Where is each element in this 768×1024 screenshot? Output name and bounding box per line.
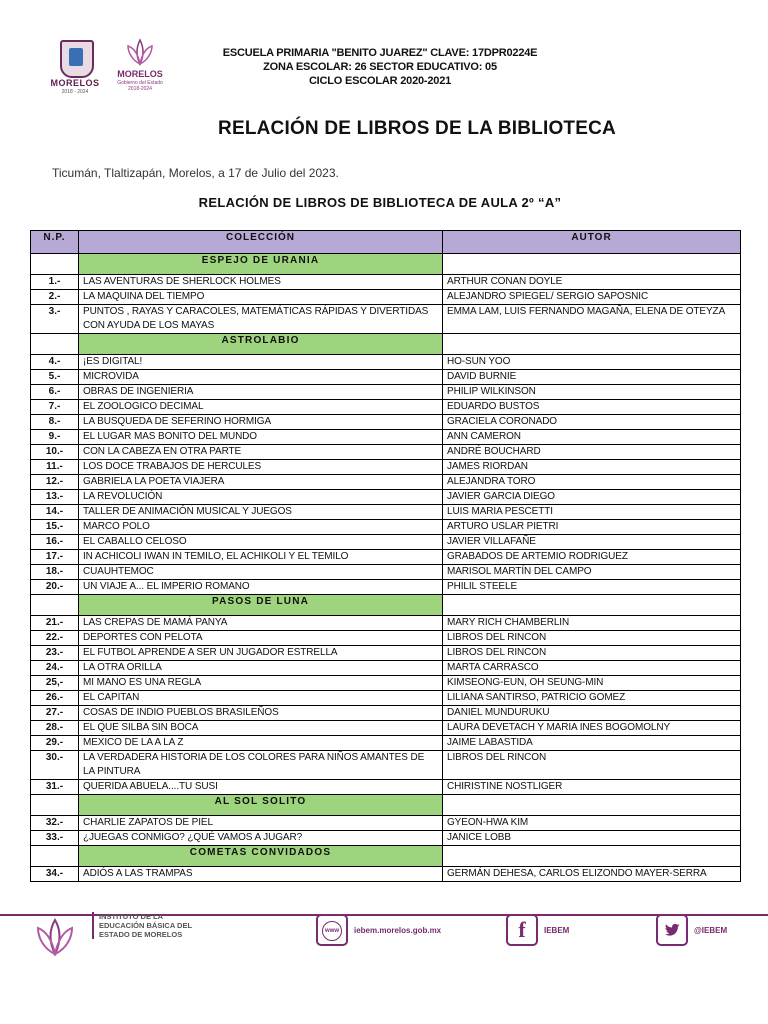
- book-title: MICROVIDA: [79, 370, 443, 385]
- row-number: 28.-: [31, 721, 79, 736]
- table-row: [31, 290, 741, 305]
- row-number: 20.-: [31, 580, 79, 595]
- table-row: [31, 445, 741, 460]
- book-author: ALEJANDRO SPIEGEL/ SERGIO SAPOSNIC: [443, 290, 741, 305]
- book-author: EMMA LAM, LUIS FERNANDO MAGAÑA, ELENA DE OTEYZA: [443, 305, 741, 334]
- book-author: JAMES RIORDAN: [443, 460, 741, 475]
- book-author: LIBROS DEL RINCON: [443, 646, 741, 661]
- iebem-lotus-icon: [32, 916, 78, 960]
- book-title: TALLER DE ANIMACIÓN MUSICAL Y JUEGOS: [79, 505, 443, 520]
- place-date: Ticumán, Tlaltizapán, Morelos, a 17 de Julio del 2023.: [52, 166, 339, 180]
- web-icon-label: www: [322, 921, 342, 941]
- book-author: MARY RICH CHAMBERLIN: [443, 616, 741, 631]
- book-title: LA VERDADERA HISTORIA DE LOS COLORES PARA NIÑOS AMANTES DE LA PINTURA: [79, 751, 443, 780]
- morelos-logo-text: MORELOS: [50, 78, 100, 88]
- row-number: 10.-: [31, 445, 79, 460]
- row-number: 22.-: [31, 631, 79, 646]
- book-author: GYEON-HWA KIM: [443, 816, 741, 831]
- table-row: [31, 355, 741, 370]
- book-author: KIMSEONG-EUN, OH SEUNG-MIN: [443, 676, 741, 691]
- section-header-blank: [443, 595, 741, 616]
- book-title: MEXICO DE LA A LA Z: [79, 736, 443, 751]
- section-header-blank: [443, 846, 741, 867]
- book-title: UN VIAJE A... EL IMPERIO ROMANO: [79, 580, 443, 595]
- book-author: JAIME LABASTIDA: [443, 736, 741, 751]
- twitter-link[interactable]: @IEBEM: [694, 926, 728, 935]
- row-number: 3.-: [31, 305, 79, 334]
- book-title: LAS CREPAS DE MAMÁ PANYA: [79, 616, 443, 631]
- book-author: JAVIER VILLAFAÑE: [443, 535, 741, 550]
- book-title: LA OTRA ORILLA: [79, 661, 443, 676]
- books-table: [30, 230, 741, 882]
- school-zone: ZONA ESCOLAR: 26 SECTOR EDUCATIVO: 05: [263, 61, 497, 73]
- book-author: DAVID BURNIE: [443, 370, 741, 385]
- collection-name: COMETAS CONVIDADOS: [79, 846, 443, 867]
- row-number: 26.-: [31, 691, 79, 706]
- row-number: 21.-: [31, 616, 79, 631]
- row-number: 8.-: [31, 415, 79, 430]
- collection-name: ESPEJO DE URANIA: [79, 254, 443, 275]
- book-title: GABRIELA LA POETA VIAJERA: [79, 475, 443, 490]
- table-body: [31, 254, 741, 882]
- morelos-logo-years: 2018 - 2024: [61, 89, 89, 95]
- table-row: [31, 305, 741, 334]
- table-row: [31, 490, 741, 505]
- book-author: DANIEL MUNDURUKU: [443, 706, 741, 721]
- row-number: 9.-: [31, 430, 79, 445]
- row-number: 31.-: [31, 780, 79, 795]
- book-author: MARTA CARRASCO: [443, 661, 741, 676]
- book-author: ALEJANDRA TORO: [443, 475, 741, 490]
- table-row: [31, 831, 741, 846]
- government-logo-sub2: 2018-2024: [128, 86, 152, 92]
- book-author: EDUARDO BUSTOS: [443, 400, 741, 415]
- book-title: MI MANO ES UNA REGLA: [79, 676, 443, 691]
- book-author: PHILIL STEELE: [443, 580, 741, 595]
- row-number: 23.-: [31, 646, 79, 661]
- table-row: [31, 616, 741, 631]
- school-header: [190, 46, 570, 88]
- section-header-blank: [31, 254, 79, 275]
- book-author: ARTHUR CONAN DOYLE: [443, 275, 741, 290]
- collection-name: ASTROLABIO: [79, 334, 443, 355]
- website-link[interactable]: iebem.morelos.gob.mx: [354, 926, 442, 935]
- book-title: OBRAS DE INGENIERIA: [79, 385, 443, 400]
- section-header-blank: [31, 795, 79, 816]
- row-number: 30.-: [31, 751, 79, 780]
- table-row: [31, 505, 741, 520]
- row-number: 5.-: [31, 370, 79, 385]
- facebook-icon-label: f: [518, 917, 526, 942]
- row-number: 1.-: [31, 275, 79, 290]
- book-author: LAURA DEVETACH Y MARIA INES BOGOMOLNY: [443, 721, 741, 736]
- section-header-row: [31, 595, 741, 616]
- row-number: 17.-: [31, 550, 79, 565]
- table-row: [31, 691, 741, 706]
- section-header-blank: [443, 254, 741, 275]
- book-title: IN ACHICOLI IWAN IN TEMILO, EL ACHIKOLI Y EL TEMILO: [79, 550, 443, 565]
- morelos-logo: [46, 38, 104, 96]
- book-title: PUNTOS , RAYAS Y CARACOLES, MATEMÁTICAS RÁPIDAS Y DIVERTIDAS CON AYUDA DE LOS MAYAS: [79, 305, 443, 334]
- book-title: CON LA CABEZA EN OTRA PARTE: [79, 445, 443, 460]
- book-title: LA BUSQUEDA DE SEFERINO HORMIGA: [79, 415, 443, 430]
- row-number: 24.-: [31, 661, 79, 676]
- book-title: LA REVOLUCIÓN: [79, 490, 443, 505]
- section-header-row: [31, 334, 741, 355]
- book-title: MARCO POLO: [79, 520, 443, 535]
- government-logo: [108, 38, 172, 100]
- table-row: [31, 751, 741, 780]
- book-author: MARISOL MARTÍN DEL CAMPO: [443, 565, 741, 580]
- row-number: 18.-: [31, 565, 79, 580]
- twitter-bird-glyph: [663, 921, 681, 939]
- row-number: 34.-: [31, 867, 79, 882]
- book-author: JANICE LOBB: [443, 831, 741, 846]
- section-header-blank: [31, 334, 79, 355]
- book-author: PHILIP WILKINSON: [443, 385, 741, 400]
- row-number: 2.-: [31, 290, 79, 305]
- school-cycle: CICLO ESCOLAR 2020-2021: [308, 75, 452, 87]
- row-number: 6.-: [31, 385, 79, 400]
- table-row: [31, 867, 741, 882]
- web-icon[interactable]: [316, 914, 348, 946]
- table-row: [31, 535, 741, 550]
- book-title: LA MAQUINA DEL TIEMPO: [79, 290, 443, 305]
- book-author: ARTURO USLAR PIETRI: [443, 520, 741, 535]
- book-title: LAS AVENTURAS DE SHERLOCK HOLMES: [79, 275, 443, 290]
- government-logo-text: MORELOS: [117, 69, 163, 79]
- column-header-coleccion: COLECCIÓN: [79, 231, 443, 254]
- book-title: ¿JUEGAS CONMIGO? ¿QUÉ VAMOS A JUGAR?: [79, 831, 443, 846]
- government-logo-subtitle: [108, 80, 172, 92]
- facebook-link[interactable]: IEBEM: [544, 926, 570, 935]
- collection-name: PASOS DE LUNA: [79, 595, 443, 616]
- book-title: DEPORTES CON PELOTA: [79, 631, 443, 646]
- table-row: [31, 721, 741, 736]
- table-row: [31, 275, 741, 290]
- coat-of-arms-icon: [60, 40, 94, 78]
- book-author: GRABADOS DE ARTEMIO RODRIGUEZ: [443, 550, 741, 565]
- section-subtitle: RELACIÓN DE LIBROS DE BIBLIOTECA DE AULA 2º “A”: [198, 195, 562, 210]
- book-author: ANN CAMERON: [443, 430, 741, 445]
- book-title: ¡ES DIGITAL!: [79, 355, 443, 370]
- row-number: 13.-: [31, 490, 79, 505]
- lotus-icon: [124, 38, 156, 68]
- book-title: QUERIDA ABUELA....TU SUSI: [79, 780, 443, 795]
- book-author: CHIRISTINE NOSTLIGER: [443, 780, 741, 795]
- book-author: HO-SUN YOO: [443, 355, 741, 370]
- book-author: GERMÁN DEHESA, CARLOS ELIZONDO MAYER-SERRA: [443, 867, 741, 882]
- row-number: 12.-: [31, 475, 79, 490]
- institute-line-3: ESTADO DE MORELOS: [99, 930, 183, 939]
- table-row: [31, 661, 741, 676]
- twitter-icon[interactable]: [656, 914, 688, 946]
- table-row: [31, 370, 741, 385]
- column-header-np: N.P.: [31, 231, 79, 254]
- book-title: COSAS DE INDIO PUEBLOS BRASILEÑOS: [79, 706, 443, 721]
- book-title: EL ZOOLOGICO DECIMAL: [79, 400, 443, 415]
- row-number: 16.-: [31, 535, 79, 550]
- book-author: LUIS MARIA PESCETTI: [443, 505, 741, 520]
- page-title: RELACIÓN DE LIBROS DE LA BIBLIOTECA: [218, 118, 616, 139]
- table-row: [31, 631, 741, 646]
- book-title: ADIÓS A LAS TRAMPAS: [79, 867, 443, 882]
- book-title: CHARLIE ZAPATOS DE PIEL: [79, 816, 443, 831]
- institute-line-1: INSTITUTO DE LA: [99, 912, 164, 921]
- school-name: ESCUELA PRIMARIA "BENITO JUAREZ" CLAVE: 17DPR0224E: [222, 47, 538, 59]
- section-header-row: [31, 795, 741, 816]
- row-number: 14.-: [31, 505, 79, 520]
- table-row: [31, 460, 741, 475]
- table-row: [31, 550, 741, 565]
- table-row: [31, 415, 741, 430]
- table-row: [31, 565, 741, 580]
- table-row: [31, 400, 741, 415]
- iebem-institute-name: [92, 912, 219, 939]
- book-title: LOS DOCE TRABAJOS DE HERCULES: [79, 460, 443, 475]
- table-row: [31, 475, 741, 490]
- government-logo-sub1: Gobierno del Estado: [117, 80, 163, 86]
- book-title: CUAUHTEMOC: [79, 565, 443, 580]
- table-row: [31, 385, 741, 400]
- table-row: [31, 736, 741, 751]
- book-author: LIBROS DEL RINCON: [443, 631, 741, 646]
- book-title: EL FUTBOL APRENDE A SER UN JUGADOR ESTRELLA: [79, 646, 443, 661]
- section-header-blank: [31, 846, 79, 867]
- collection-name: AL SOL SOLITO: [79, 795, 443, 816]
- row-number: 25,-: [31, 676, 79, 691]
- table-row: [31, 816, 741, 831]
- table-header-row: [31, 231, 741, 254]
- column-header-autor: AUTOR: [443, 231, 741, 254]
- section-header-blank: [443, 334, 741, 355]
- section-header-blank: [31, 595, 79, 616]
- institute-line-2: EDUCACIÓN BÁSICA DEL: [99, 921, 193, 930]
- book-author: ANDRÉ BOUCHARD: [443, 445, 741, 460]
- row-number: 32.-: [31, 816, 79, 831]
- table-row: [31, 580, 741, 595]
- row-number: 27.-: [31, 706, 79, 721]
- book-title: EL QUE SILBA SIN BOCA: [79, 721, 443, 736]
- table-row: [31, 646, 741, 661]
- book-author: JAVIER GARCIA DIEGO: [443, 490, 741, 505]
- book-author: GRACIELA CORONADO: [443, 415, 741, 430]
- facebook-icon[interactable]: [506, 914, 538, 946]
- row-number: 7.-: [31, 400, 79, 415]
- book-author: LILIANA SANTIRSO, PATRICIO GOMEZ: [443, 691, 741, 706]
- table-row: [31, 520, 741, 535]
- row-number: 11.-: [31, 460, 79, 475]
- table-row: [31, 706, 741, 721]
- section-header-blank: [443, 795, 741, 816]
- section-header-row: [31, 254, 741, 275]
- table-row: [31, 430, 741, 445]
- table-row: [31, 780, 741, 795]
- book-title: EL CAPITAN: [79, 691, 443, 706]
- book-author: LIBROS DEL RINCON: [443, 751, 741, 780]
- row-number: 4.-: [31, 355, 79, 370]
- book-title: EL LUGAR MAS BONITO DEL MUNDO: [79, 430, 443, 445]
- book-title: EL CABALLO CELOSO: [79, 535, 443, 550]
- row-number: 33.-: [31, 831, 79, 846]
- section-header-row: [31, 846, 741, 867]
- row-number: 29.-: [31, 736, 79, 751]
- row-number: 15.-: [31, 520, 79, 535]
- table-row: [31, 676, 741, 691]
